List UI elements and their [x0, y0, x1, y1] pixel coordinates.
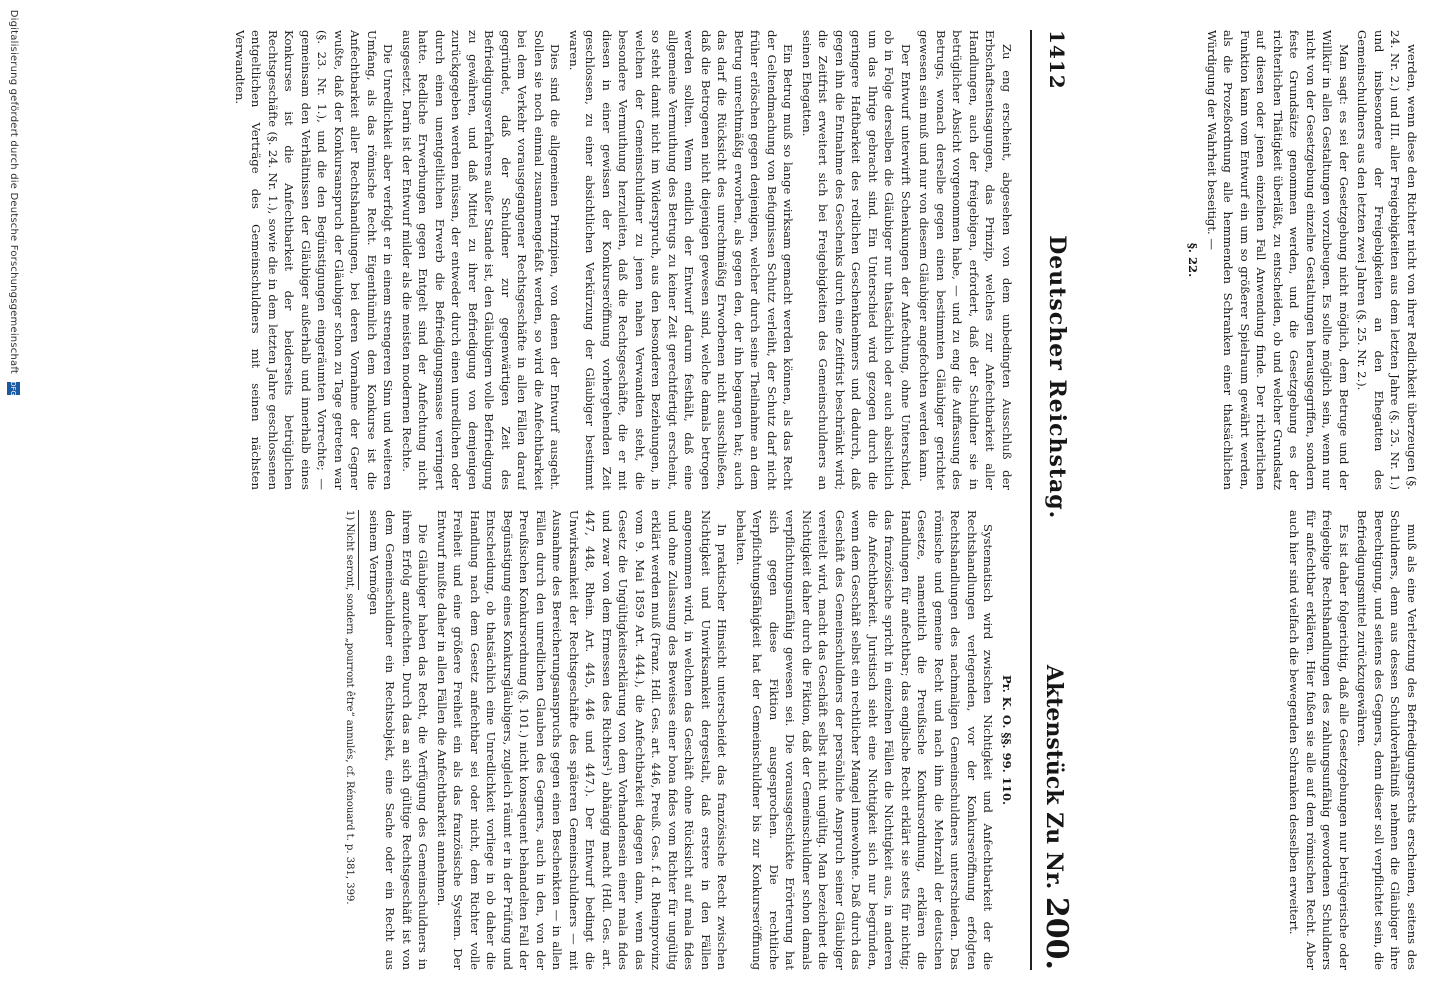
- paragraph: Systematisch wird zwischen Nichtigkeit und Anfechtbarkeit der die Rechtshandlungen verlegenden, vor der Konkurseröffnung erfolgten Rechtshandlungen des nachmaligen Gemeinschuldners unterschieden. Das römische und gemeine Recht und nach ihm die Mehrzahl der deutschen Gesetze, namentlich die Preußische Konkursordnung, erklären die Handlungen für anfechtbar; das englische Recht erklärt sie stets für nichtig; das französische spricht in einzelnen Fällen die Nichtigkeit aus, in anderen die Anfechtbarkeit. Juristisch sieht eine Nichtigkeit sich nur begründen, wenn dem Geschäft selbst ein rechtlicher Mangel innewohnte. Daß durch das Geschäft des Gemeinschuldners der persönliche Anspruch seiner Gläubiger vereitelt wird, macht das Geschäft selbst nicht ungültig. Man bezeichnet die Nichtigkeit daher durch die Fiktion, daß der Gemeinschuldner schon damals verpflichtungsunfähig gewesen sei. Die voraussgeschickte Erörterung hat sich gegen diese Fiktion ausgesprochen. Die rechtliche Verpflichtungsfähigkeit hat der Gemeinschuldner bis zur Konkurseröffnung behalten.: [734, 510, 996, 970]
- right-column-upper: [40, 510, 1015, 970]
- paragraph: muß als eine Verletzung des Befriedigungsrechts erscheinen, seitens des Schuldners, denn aus dessen Schuldverhältniß nehmen die Gläubiger ihre Berechtigung, und seitens des Gegners, denn dieser soll verpflichtet sein, die Befriedigungsmittel zurückzugewähren.: [1355, 510, 1419, 970]
- page-body-upper: [40, 30, 1015, 970]
- document-ref-prefix: Aktenstück Zu Nr.: [1041, 664, 1068, 890]
- paragraph: In praktischer Hinsicht unterscheidet das französische Recht zwischen Nichtigkeit und Unwirksamkeit dergestalt, daß erstere in den Fällen angenommen wird, in welchen das Geschäft ohne Rücksicht auf mala fides und ohne Zulassung des Beweises einer bona fides vom Richter für ungültig erklärt werden muß (Franz. Hdl. Ges. art. 446, Preuß. Ges. f. d. Rheinprovinz vom 9. Mai 1859 Art. 444.), die Anfechtbarkeit dagegen dann, wenn das Gesetz die Ungültigkeitserklärung von dem Vorhandensein einer mala fides und zwar von dem Ermessen des Richters¹) abhängig macht (Hdl. Ges. art. 447, 448, Rhein. Art. 445, 446 und 447.). Der Entwurf bedingt die Unwirksamkeit der Rechtsgeschäfte des späteren Gemeinschuldners — mit Ausnahme des Bereicherungsanspruchs gegen einen Beschenkten — in allen Fällen durch den unredlichen Glauben des Gegners, auch in den, von der Preußischen Konkursordnung (§. 101.) nicht konsequent behandelten Fall der Begünstigung eines Konkursgläubigers, zugleich räumt er in der Prüfung und Entscheidung, ob thatsächlich eine Unredlichkeit vorliege in ob daher die Handlung nach dem Gesetz anfechtbar sei oder nicht, dem Richter volle Freiheit und eine größere Freiheit ein als das französische System. Der Entwurf mußte daher in allen Fällen die Anfechtbarkeit annehmen.: [435, 510, 730, 970]
- paragraph: Dies sind die allgemeinen Prinzipien, von denen der Entwurf ausgeht. Sollen sie noch einmal zusammengefaßt werden, so wird die Anfechtbarkeit bei dem Verkehr vorausgegangener Rechtsgeschäfte in allen Fällen darauf gegründet, daß der Schuldner zur gegenwärtigen Zeit des Befriedigungsverfahrens außer Stande ist, den Gläubigern volle Befriedigung zu gewähren, und daß Mittel zu ihrer Befriedigung von demjenigen zurückgegeben werden müssen, der entweder durch einen unredlichen oder durch einen unentgeltlichen Erwerb die Befriedigungsmasse verringert hatte. Redliche Erwerbungen gegen Entgelt sind der Anfechtung nicht ausgesetzt. Darin ist der Entwurf milder als die meisten modernen Rechte.: [400, 30, 563, 490]
- scan-notice-text: Digitalisierung gefördert durch die Deutsche Forschungsgemeinschaft: [7, 10, 19, 375]
- page-header: [1030, 30, 1082, 970]
- scan-notice-strip: [0, 0, 26, 1000]
- dfg-logo: DFG: [7, 382, 20, 395]
- paragraph: Der Entwurf unterwirft Schenkungen der Anfechtung, ohne Unterschied, ob in Folge derselben die Gläubiger nur thatsächlich oder auch absichtlich um das Ihrige gebracht sind. Ein Unterschied wird gezogen durch die geringere Haftbarkeit des redlichen Geschenknehmers und dadurch, daß gegen ihn die Entnahme des Geschenks durch eine Zeitfrist beschränkt wird; die Zeitfrist erweitert sich bei Freigebigkeiten des Gemeinschuldners an seinen Ehegatten.: [800, 30, 913, 490]
- running-head: Deutscher Reichstag.: [1044, 235, 1070, 520]
- paragraph: Es ist daher folgerichtig, daß alle Gesetzgebungen nur betrügerische oder freigebige Rechtshandlungen des zahlungsunfähig gewordenen Schuldners für anfechtbar erklären. Hier fußen sie alle auf dem römischen Recht. Aber auch hier sind vielfach die bewegenden Schranken desselben erweitert.: [1287, 510, 1351, 970]
- paragraph: Die Gläubiger haben das Recht, die Verfügung des Gemeinschuldners in ihrem Erfolg anzufechten. Durch das an sich gültige Rechtsgeschäft ist von dem Gemeinschuldner ein Rechtsobjekt, eine Sache oder ein Recht aus seinem Vermögen: [367, 510, 431, 970]
- page-number: 1412: [1045, 30, 1069, 90]
- section-heading: §. 22.: [1186, 242, 1201, 278]
- left-column: [1095, 510, 1420, 970]
- paragraph: Die Unredlichkeit aber verfolgt er in einem strengeren Sinn und weiteren Umfang, als das römische Recht. Eigenthümlich dem Konkurse ist die Anfechtbarkeit aller Rechtshandlungen, bei deren Vornahme der Gegner wußte, daß der Konkursanspruch der Gläubiger schon zu Tage getreten war (§. 23. Nr. 1.), und die den Begünstigungen eingeräumten Vorrechte; — gemeinsam den Verhältnissen der Gläubiger außerhalb und innerhalb eines Konkurses ist die Anfechtbarkeit der beiderseits betrüglichen Rechtsgeschäfte (§. 24. Nr. 1.), sowie die in dem letzten Jahre geschlossenen entgeltlichen Verträge des Gemeinschuldners mit seinen nächsten Verwandten.: [233, 30, 396, 490]
- footnote: 1) Nicht seront, sondern „pourront être“ annulés, cf. Rénouard t. p. 381, 399.: [344, 510, 356, 905]
- document-ref-number: 200.: [1039, 896, 1075, 970]
- document-reference: [1040, 665, 1075, 970]
- paragraph: Ein Betrug muß so lange wirksam gemacht werden können, als das Recht der Geltendmachung von Befugnissen Schutz verleiht, der Schutz darf nicht früher erlöschen gegen denjenigen, welcher durch seine Theilnahme an dem Betrug unrechtmäßig erworben, als gegen den, der ihn begangen hat; auch das darf die Rücksicht des unrechtmäßig Erworbenen nicht ausschließen, daß die Betrogenen nicht diejenigen gewesen sind, welche damals betrogen werden sollten. Wenn endlich der Entwurf darum festhält, daß eine allgemeine Vermuthung des Betrugs zu keiner Zeit gerechtfertigt erscheint, so steht damit nicht im Widerspruch, aus den besonderen Beziehungen, in welchen der Gemeinschuldner zu jenen nahen Verwandten steht, die besondere Vermuthung herzuleiten, daß die Rechtsgeschäfte, die er mit diesen in einer gewissen der Konkurseröffnung vorhergehenden Zeit geschlossen, zu einer absichtlichen Verkürzung der Gläubiger bestimmt waren.: [567, 30, 796, 490]
- left-column-upper: [40, 30, 1015, 490]
- right-column: [1095, 30, 1420, 490]
- paragraph: Man sagt: es sei der Gesetzgebung nicht möglich, dem Betruge und der Willkür in allen Gestaltungen vorzubeugen. Es sollte möglich sein, wenn nur nicht von der Gesetzgebung einzelne Gestaltungen herausgegriffen, sondern feste Grundsätze genommen werden, und die Gesetzgebung es der richterlichen Thätigkeit überläßt, zu entscheiden, ob und welcher Grundsatz auf diesen oder jenen einzelnen Fall Anwendung finde. Der richterlichen Funktion kann vom Entwurf ein um so größerer Spielraum gewährt werden, als die Prozeßordnung alle hemmenden Schranken einer thatsächlichen Würdigung der Wahrheit beseitigt. —: [1205, 30, 1351, 490]
- paragraph: werden, wenn diese den Richter nicht von ihrer Redlichkeit überzeugen (§. 24. Nr. 2.) und III. aller Freigebigkeiten aus dem letzten Jahre (§. 25. Nr. 1.) und insbesondere der Freigebigkeiten an den Ehegatten des Gemeinschuldners aus den letzten zwei Jahren (§. 25. Nr. 2.).: [1355, 30, 1419, 490]
- section-heading: Pr. K. O. §§. 99. 110.: [1000, 674, 1014, 806]
- paragraph: Zu eng erscheint, abgesehen von dem unbedingten Ausschluß der Erbschaftsentsagungen, das Prinzip, welches zur Anfechtbarkeit aller Handlungen, auch der freigebigen, erfordert, daß der Schuldner sie in betrüglicher Absicht vorgenommen habe, — und zu eng die Auffassung des Betrugs, wonach derselbe gegen einen bestimmten Gläubiger gerichtet gewesen sein muß und nur von diesem Gläubiger angefochten werden kann.: [917, 30, 1014, 490]
- footnote-divider: [359, 510, 360, 590]
